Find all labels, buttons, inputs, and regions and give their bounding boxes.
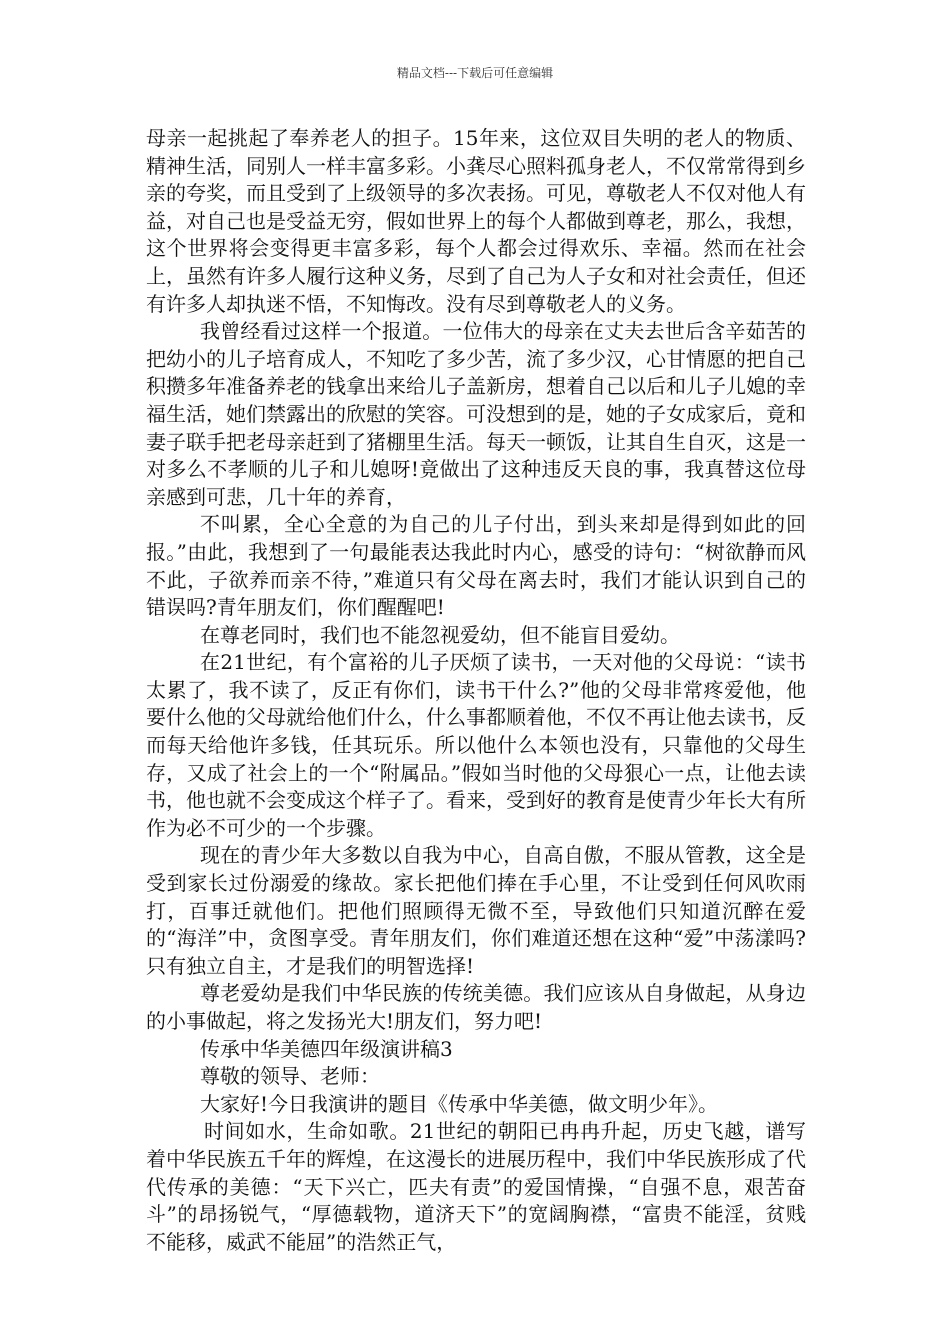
document-body — [146, 125, 806, 1256]
paragraph-11: 时间如水，生命如歌。21世纪的朝阳已冉冉升起，历史飞越，谱写着中华民族五千年的辉煌，在这漫长的进展历程中，我们中华民族形成了代代传承的美德：“天下兴亡，匹夫有责”的爱国情操，“自强不息，艰苦奋斗”的昂扬锐气，“厚德载物，道济天下”的宽阔胸襟，“富贵不能淫，贫贱不能移，威武不能屈”的浩然正气， — [146, 1119, 806, 1254]
paragraph-4: 在尊老同时，我们也不能忽视爱幼，但不能盲目爱幼。 — [200, 622, 680, 647]
paragraph-1: 母亲一起挑起了奉养老人的担子。15年来，这位双目失明的老人的物质、精神生活，同别人一样丰富多彩。小龚尽心照料孤身老人，不仅常常得到乡亲的夸奖，而且受到了上级领导的多次表扬。可见，尊敬老人不仅对他人有益，对自己也是受益无穷，假如世界上的每个人都做到尊老，那么，我想，这个世界将会变得更丰富多彩，每个人都会过得欢乐、幸福。然而在社会上，虽然有许多人履行这种义务，尽到了自己为人子女和对社会责任，但还有许多人却执迷不悟，不知悔改。没有尽到尊敬老人的义务。 — [146, 126, 806, 316]
page-header: 精品文档---下载后可任意编辑 — [396, 66, 554, 80]
speech-intro: 大家好!今日我演讲的题目《传承中华美德，做文明少年》。 — [200, 1091, 719, 1116]
paragraph-3: 不叫累，全心全意的为自己的儿子付出，到头来却是得到如此的回报。”由此，我想到了一句最能表达我此时内心，感受的诗句：“树欲静而风不此，子欲养而亲不待，”难道只有父母在离去时，我们才能认识到自己的错误吗?青年朋友们，你们醒醒吧! — [146, 512, 806, 620]
paragraph-6: 现在的青少年大多数以自我为中心，自高自傲，不服从管教，这全是受到家长过份溺爱的缘故。家长把他们捧在手心里，不让受到任何风吹雨打，百事迁就他们。把他们照顾得无微不至，导致他们只知道沉醉在爱的“海洋”中，贪图享受。青年朋友们，你们难道还想在这种“爱”中荡漾吗?只有独立自主，才是我们的明智选择! — [146, 843, 806, 978]
section-heading: 传承中华美德四年级演讲稿3 — [200, 1036, 453, 1061]
salutation: 尊敬的领导、老师： — [200, 1064, 380, 1089]
paragraph-2: 我曾经看过这样一个报道。一位伟大的母亲在丈夫去世后含辛茹苦的把幼小的儿子培育成人，不知吃了多少苦，流了多少汉，心甘情愿的把自己积攒多年准备养老的钱拿出来给儿子盖新房，想着自己以后和儿子儿媳的幸福生活，她们禁露出的欣慰的笑容。可没想到的是，她的子女成家后，竟和妻子联手把老母亲赶到了猪棚里生活。每天一顿饭，让其自生自灭，这是一对多么不孝顺的儿子和儿媳呀!竟做出了这种违反天良的事，我真替这位母亲感到可悲，几十年的养育， — [146, 319, 806, 509]
paragraph-7: 尊老爱幼是我们中华民族的传统美德。我们应该从自身做起，从身边的小事做起，将之发扬光大!朋友们，努力吧! — [146, 981, 806, 1033]
paragraph-5: 在21世纪，有个富裕的儿子厌烦了读书，一天对他的父母说：“读书太累了，我不读了，反正有你们，读书干什么?”他的父母非常疼爱他，他要什么他的父母就给他们什么，什么事都顺着他，不仅不再让他去读书，反而每天给他许多钱，任其玩乐。所以他什么本领也没有，只靠他的父母生存，又成了社会上的一个“附属品。”假如当时他的父母狠心一点，让他去读书，他也就不会变成这个样子了。看来，受到好的教育是使青少年长大有所作为必不可少的一个步骤。 — [146, 650, 806, 840]
